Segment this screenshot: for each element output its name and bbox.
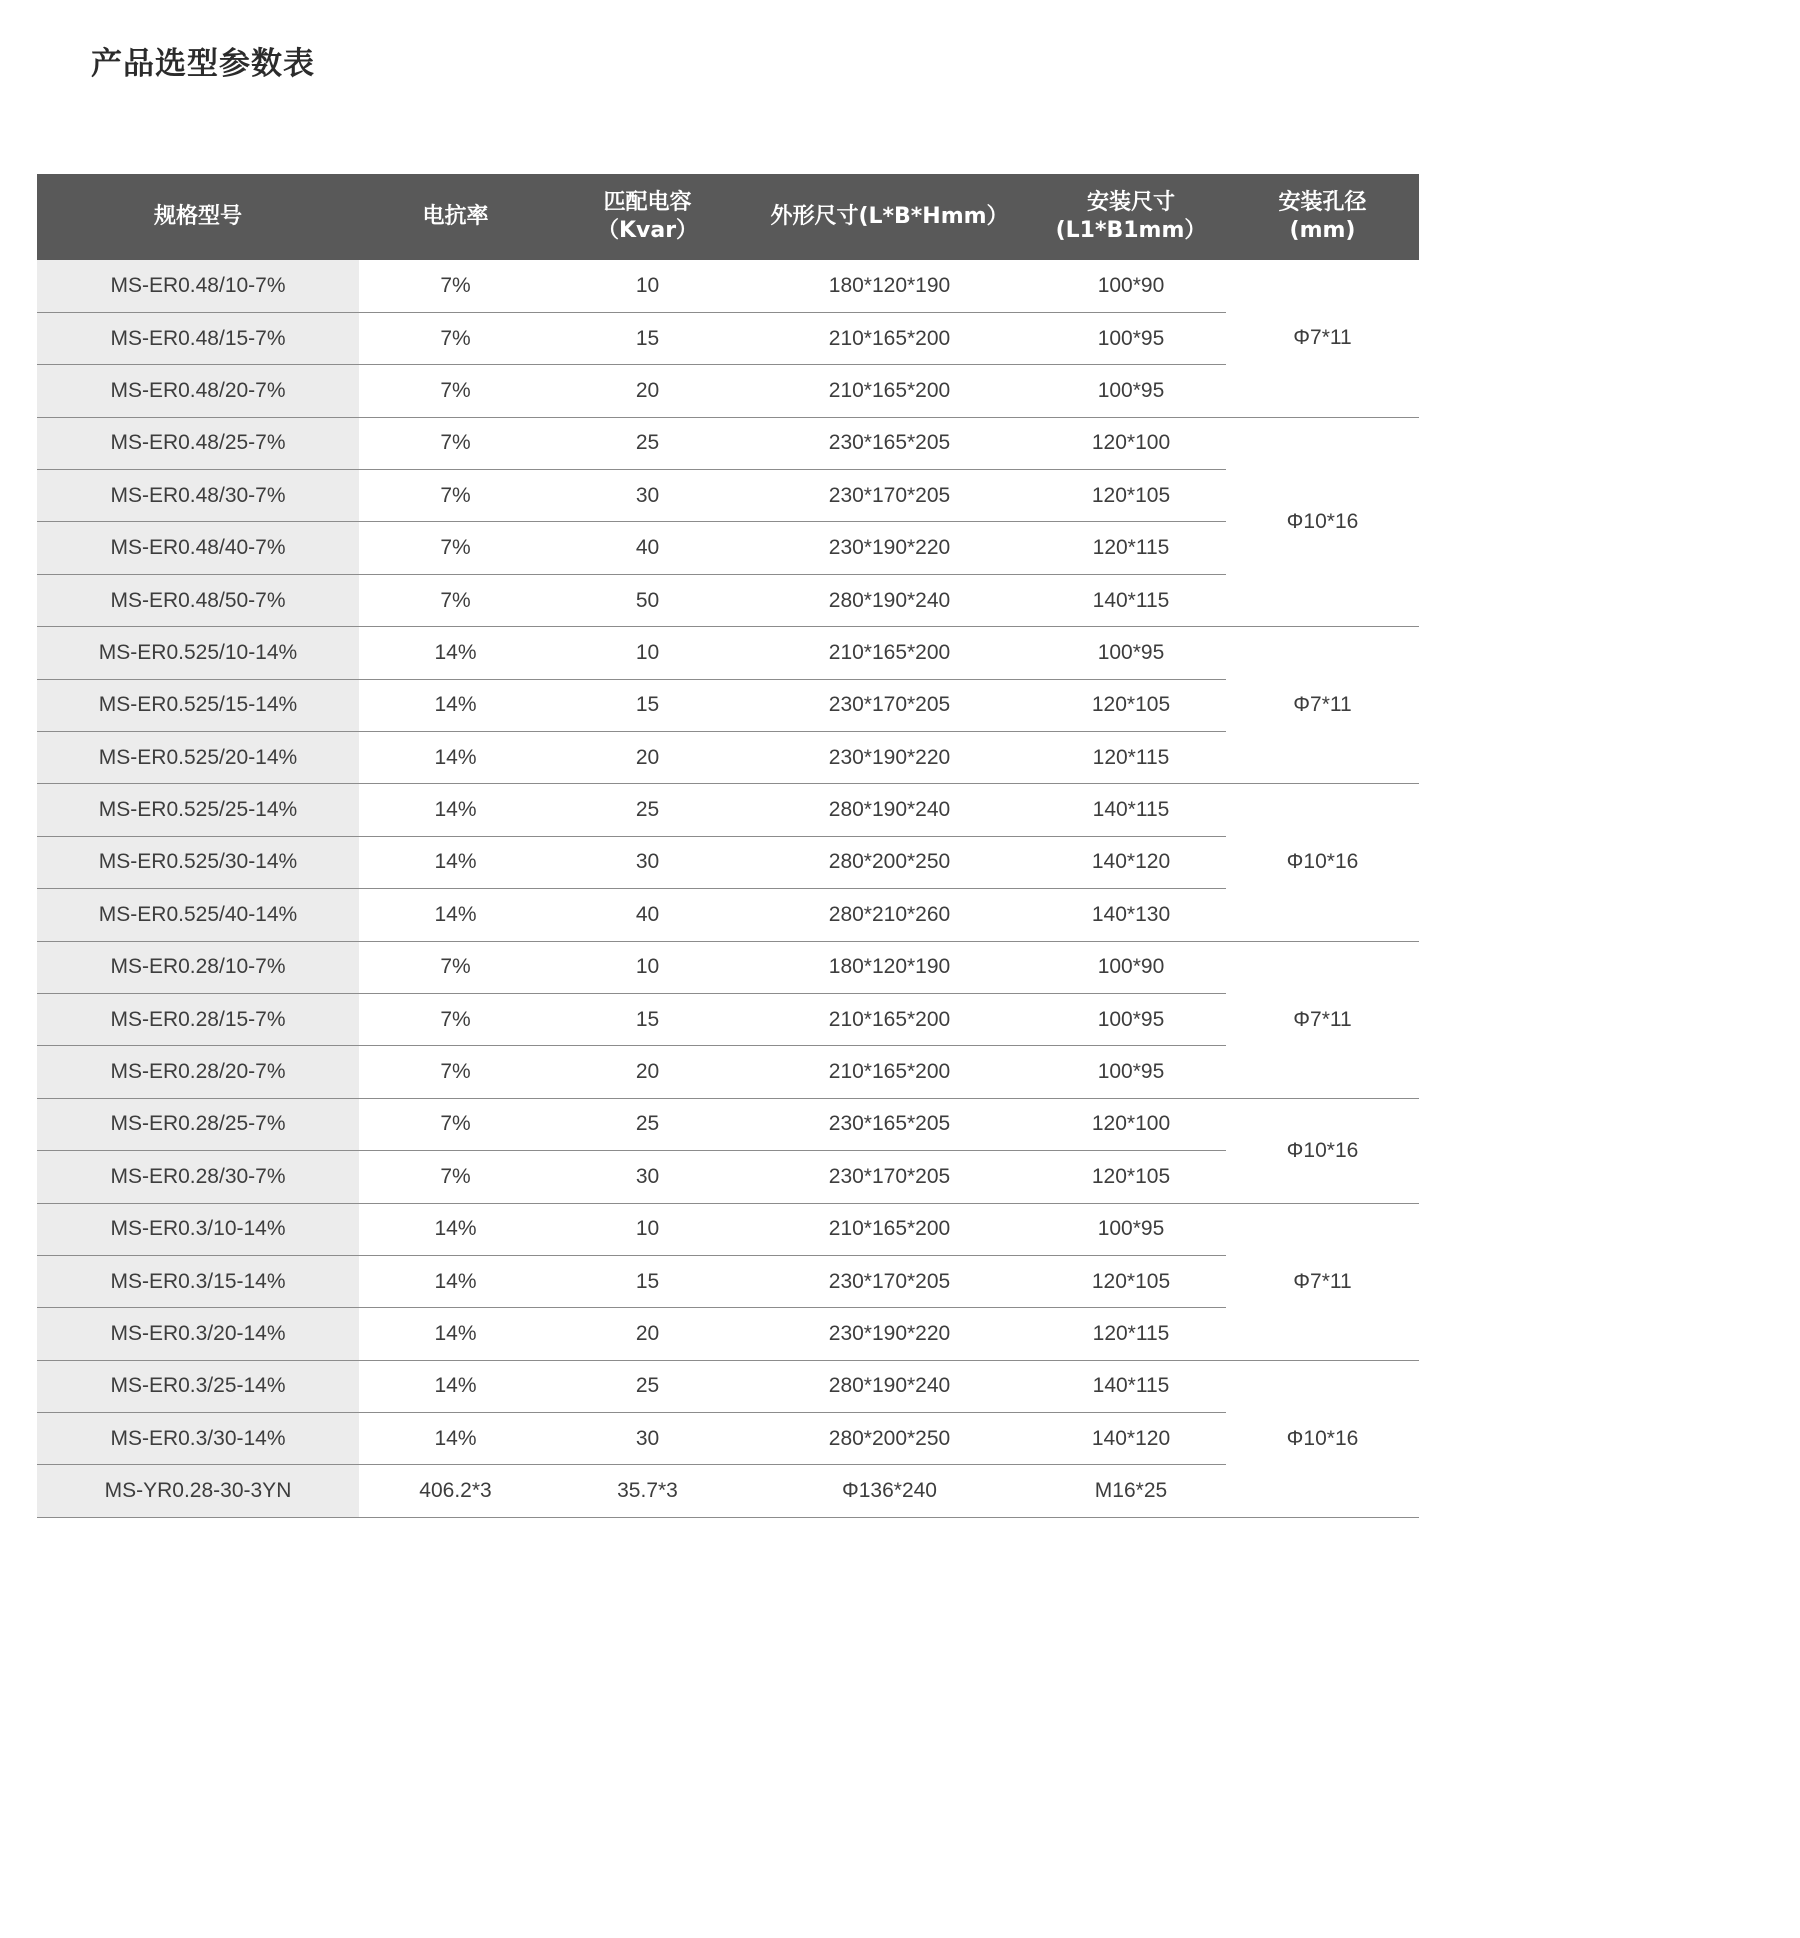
cell-outer-dimensions: 230*170*205	[743, 1255, 1036, 1307]
cell-capacitor: 10	[552, 1203, 743, 1255]
cell-model: MS-ER0.48/40-7%	[37, 522, 359, 574]
cell-reactance-rate: 14%	[359, 627, 552, 679]
cell-outer-dimensions: Φ136*240	[743, 1465, 1036, 1517]
spec-table	[37, 174, 1419, 1518]
table-row	[37, 574, 1419, 626]
header-outer-dimensions: 外形尺寸(L*B*Hmm）	[743, 174, 1036, 260]
cell-mount-dimensions: 100*95	[1036, 993, 1226, 1045]
cell-capacitor: 10	[552, 260, 743, 312]
cell-model: MS-ER0.48/20-7%	[37, 365, 359, 417]
cell-reactance-rate: 14%	[359, 732, 552, 784]
table-row	[37, 470, 1419, 522]
cell-capacitor: 30	[552, 836, 743, 888]
cell-mount-dimensions: 120*105	[1036, 1255, 1226, 1307]
header-capacitor: 匹配电容 （Kvar）	[552, 174, 743, 260]
cell-mount-dimensions: 120*105	[1036, 470, 1226, 522]
cell-capacitor: 40	[552, 889, 743, 941]
cell-reactance-rate: 7%	[359, 417, 552, 469]
cell-reactance-rate: 14%	[359, 1360, 552, 1412]
cell-outer-dimensions: 210*165*200	[743, 312, 1036, 364]
cell-model: MS-ER0.48/30-7%	[37, 470, 359, 522]
cell-outer-dimensions: 210*165*200	[743, 365, 1036, 417]
cell-mount-dimensions: 100*95	[1036, 1203, 1226, 1255]
cell-model: MS-ER0.28/25-7%	[37, 1098, 359, 1150]
cell-reactance-rate: 14%	[359, 1255, 552, 1307]
cell-reactance-rate: 7%	[359, 1046, 552, 1098]
cell-model: MS-ER0.48/25-7%	[37, 417, 359, 469]
cell-outer-dimensions: 280*200*250	[743, 836, 1036, 888]
cell-capacitor: 20	[552, 365, 743, 417]
cell-outer-dimensions: 230*165*205	[743, 1098, 1036, 1150]
cell-mount-dimensions: 140*115	[1036, 1360, 1226, 1412]
table-row	[37, 679, 1419, 731]
cell-model: MS-YR0.28-30-3YN	[37, 1465, 359, 1517]
cell-outer-dimensions: 230*170*205	[743, 1151, 1036, 1203]
cell-reactance-rate: 14%	[359, 1308, 552, 1360]
cell-model: MS-ER0.48/10-7%	[37, 260, 359, 312]
cell-capacitor: 30	[552, 470, 743, 522]
cell-outer-dimensions: 210*165*200	[743, 1203, 1036, 1255]
table-row	[37, 1360, 1419, 1412]
cell-capacitor: 25	[552, 417, 743, 469]
cell-mount-dimensions: M16*25	[1036, 1465, 1226, 1517]
cell-mount-dimensions: 140*130	[1036, 889, 1226, 941]
cell-mount-hole: Φ7*11	[1226, 260, 1419, 417]
page-title: 产品选型参数表	[91, 46, 315, 82]
cell-mount-dimensions: 140*115	[1036, 784, 1226, 836]
header-row	[37, 174, 1419, 260]
cell-reactance-rate: 7%	[359, 470, 552, 522]
cell-model: MS-ER0.525/15-14%	[37, 679, 359, 731]
cell-mount-dimensions: 120*100	[1036, 1098, 1226, 1150]
cell-capacitor: 15	[552, 1255, 743, 1307]
table-row	[37, 1151, 1419, 1203]
cell-model: MS-ER0.3/10-14%	[37, 1203, 359, 1255]
cell-mount-dimensions: 140*120	[1036, 836, 1226, 888]
cell-model: MS-ER0.28/15-7%	[37, 993, 359, 1045]
table-row	[37, 1203, 1419, 1255]
cell-outer-dimensions: 210*165*200	[743, 993, 1036, 1045]
header-mount-hole: 安装孔径 (mm)	[1226, 174, 1419, 260]
cell-reactance-rate: 7%	[359, 574, 552, 626]
header-mount-dimensions: 安装尺寸 (L1*B1mm）	[1036, 174, 1226, 260]
cell-model: MS-ER0.3/25-14%	[37, 1360, 359, 1412]
cell-reactance-rate: 14%	[359, 1203, 552, 1255]
cell-capacitor: 30	[552, 1413, 743, 1465]
cell-model: MS-ER0.3/15-14%	[37, 1255, 359, 1307]
cell-mount-dimensions: 140*120	[1036, 1413, 1226, 1465]
cell-model: MS-ER0.525/30-14%	[37, 836, 359, 888]
cell-outer-dimensions: 210*165*200	[743, 1046, 1036, 1098]
cell-outer-dimensions: 230*170*205	[743, 679, 1036, 731]
cell-mount-dimensions: 100*90	[1036, 941, 1226, 993]
cell-capacitor: 25	[552, 1098, 743, 1150]
cell-outer-dimensions: 280*210*260	[743, 889, 1036, 941]
cell-mount-dimensions: 100*95	[1036, 627, 1226, 679]
cell-reactance-rate: 14%	[359, 784, 552, 836]
table-row	[37, 1465, 1419, 1517]
cell-capacitor: 20	[552, 1046, 743, 1098]
cell-outer-dimensions: 280*200*250	[743, 1413, 1036, 1465]
header-reactance-rate: 电抗率	[359, 174, 552, 260]
table-row	[37, 1046, 1419, 1098]
cell-reactance-rate: 14%	[359, 679, 552, 731]
table-row	[37, 941, 1419, 993]
table-row	[37, 417, 1419, 469]
table-row	[37, 312, 1419, 364]
cell-reactance-rate: 7%	[359, 993, 552, 1045]
cell-outer-dimensions: 280*190*240	[743, 574, 1036, 626]
table-row	[37, 1413, 1419, 1465]
table-row	[37, 522, 1419, 574]
cell-capacitor: 25	[552, 1360, 743, 1412]
cell-capacitor: 15	[552, 679, 743, 731]
table-row	[37, 1308, 1419, 1360]
cell-reactance-rate: 7%	[359, 365, 552, 417]
cell-reactance-rate: 406.2*3	[359, 1465, 552, 1517]
cell-model: MS-ER0.48/50-7%	[37, 574, 359, 626]
cell-outer-dimensions: 230*170*205	[743, 470, 1036, 522]
cell-mount-hole: Φ10*16	[1226, 1360, 1419, 1517]
cell-reactance-rate: 7%	[359, 1151, 552, 1203]
cell-mount-dimensions: 120*105	[1036, 679, 1226, 731]
cell-reactance-rate: 7%	[359, 1098, 552, 1150]
cell-outer-dimensions: 230*190*220	[743, 732, 1036, 784]
cell-model: MS-ER0.48/15-7%	[37, 312, 359, 364]
cell-mount-hole: Φ10*16	[1226, 1098, 1419, 1203]
cell-outer-dimensions: 230*190*220	[743, 1308, 1036, 1360]
cell-outer-dimensions: 230*165*205	[743, 417, 1036, 469]
cell-capacitor: 20	[552, 1308, 743, 1360]
cell-mount-hole: Φ7*11	[1226, 627, 1419, 784]
cell-capacitor: 30	[552, 1151, 743, 1203]
cell-model: MS-ER0.28/20-7%	[37, 1046, 359, 1098]
cell-mount-dimensions: 120*115	[1036, 732, 1226, 784]
table-row	[37, 1255, 1419, 1307]
cell-capacitor: 10	[552, 627, 743, 679]
cell-reactance-rate: 7%	[359, 522, 552, 574]
cell-mount-dimensions: 120*115	[1036, 522, 1226, 574]
cell-model: MS-ER0.3/30-14%	[37, 1413, 359, 1465]
cell-mount-dimensions: 100*95	[1036, 312, 1226, 364]
cell-capacitor: 50	[552, 574, 743, 626]
cell-outer-dimensions: 210*165*200	[743, 627, 1036, 679]
header-model: 规格型号	[37, 174, 359, 260]
cell-model: MS-ER0.525/25-14%	[37, 784, 359, 836]
cell-outer-dimensions: 180*120*190	[743, 941, 1036, 993]
cell-reactance-rate: 7%	[359, 941, 552, 993]
cell-capacitor: 15	[552, 312, 743, 364]
cell-model: MS-ER0.525/40-14%	[37, 889, 359, 941]
cell-mount-hole: Φ10*16	[1226, 784, 1419, 941]
cell-model: MS-ER0.525/20-14%	[37, 732, 359, 784]
table-row	[37, 365, 1419, 417]
cell-outer-dimensions: 180*120*190	[743, 260, 1036, 312]
cell-mount-dimensions: 100*90	[1036, 260, 1226, 312]
cell-mount-dimensions: 100*95	[1036, 365, 1226, 417]
cell-model: MS-ER0.28/30-7%	[37, 1151, 359, 1203]
cell-capacitor: 25	[552, 784, 743, 836]
cell-outer-dimensions: 230*190*220	[743, 522, 1036, 574]
cell-model: MS-ER0.3/20-14%	[37, 1308, 359, 1360]
cell-mount-dimensions: 120*115	[1036, 1308, 1226, 1360]
table-row	[37, 260, 1419, 312]
table-row	[37, 889, 1419, 941]
cell-mount-hole: Φ10*16	[1226, 417, 1419, 627]
cell-reactance-rate: 14%	[359, 889, 552, 941]
cell-reactance-rate: 14%	[359, 836, 552, 888]
cell-model: MS-ER0.28/10-7%	[37, 941, 359, 993]
cell-reactance-rate: 7%	[359, 260, 552, 312]
cell-mount-dimensions: 140*115	[1036, 574, 1226, 626]
cell-capacitor: 20	[552, 732, 743, 784]
cell-capacitor: 15	[552, 993, 743, 1045]
table-row	[37, 836, 1419, 888]
cell-reactance-rate: 7%	[359, 312, 552, 364]
cell-capacitor: 10	[552, 941, 743, 993]
table-row	[37, 993, 1419, 1045]
cell-capacitor: 40	[552, 522, 743, 574]
cell-outer-dimensions: 280*190*240	[743, 1360, 1036, 1412]
table-row	[37, 732, 1419, 784]
cell-mount-hole: Φ7*11	[1226, 1203, 1419, 1360]
cell-mount-dimensions: 120*105	[1036, 1151, 1226, 1203]
cell-mount-dimensions: 100*95	[1036, 1046, 1226, 1098]
table-row	[37, 784, 1419, 836]
cell-mount-dimensions: 120*100	[1036, 417, 1226, 469]
cell-reactance-rate: 14%	[359, 1413, 552, 1465]
cell-outer-dimensions: 280*190*240	[743, 784, 1036, 836]
table-body	[37, 260, 1419, 1517]
cell-model: MS-ER0.525/10-14%	[37, 627, 359, 679]
table-row	[37, 627, 1419, 679]
table-row	[37, 1098, 1419, 1150]
cell-capacitor: 35.7*3	[552, 1465, 743, 1517]
cell-mount-hole: Φ7*11	[1226, 941, 1419, 1098]
